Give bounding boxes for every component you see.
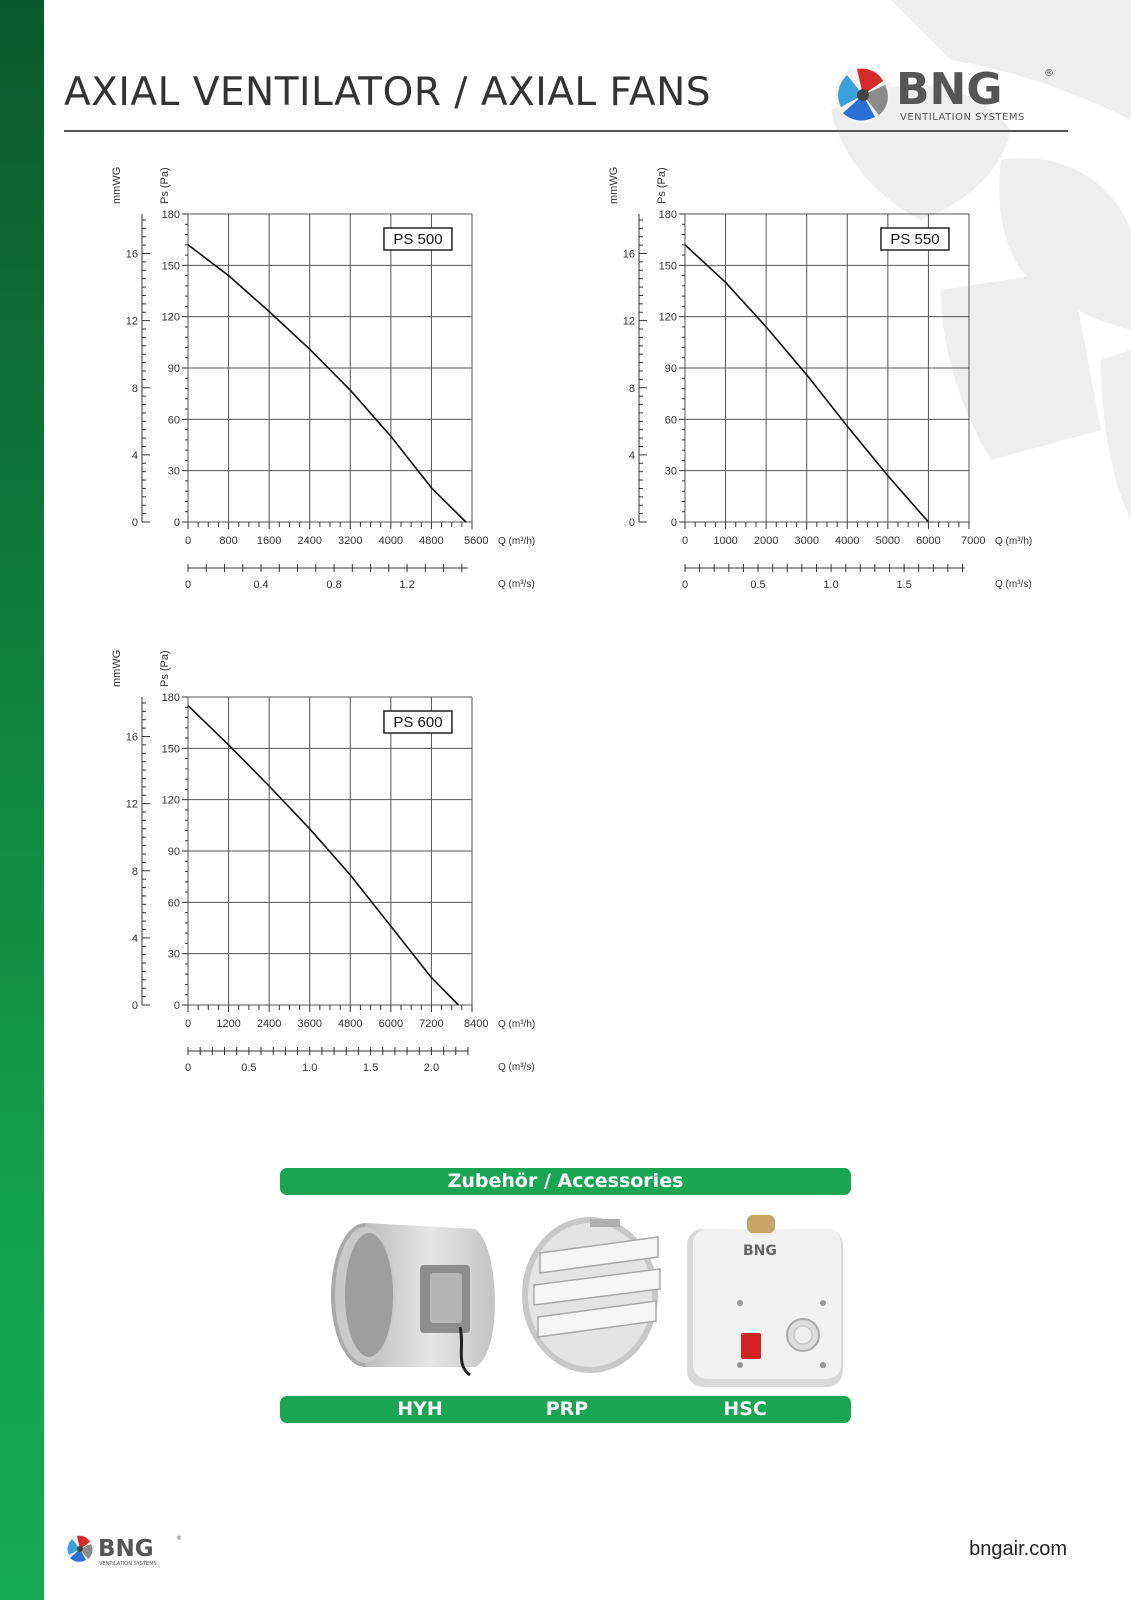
footer-registered-mark: ®	[176, 1535, 182, 1542]
x-tick-label-m3h: 0	[184, 1018, 192, 1030]
x-tick-label-m3h: 1200	[216, 1018, 241, 1030]
y-tick-label-mmwg: 0	[628, 517, 635, 529]
x-tick-label-m3h: 4800	[338, 1018, 363, 1030]
x-axis-title-m3h: Q (m³/h)	[498, 1019, 536, 1030]
x-tick-label-m3s: 1.0	[823, 579, 839, 591]
mmwg-axis-title: mmWG	[111, 649, 123, 687]
x-tick-label-m3s: 2.0	[423, 1062, 440, 1074]
y-tick-label-mmwg: 4	[628, 449, 635, 462]
x-axis-title-m3s: Q (m³/s)	[995, 579, 1032, 590]
mmwg-axis-title: mmWG	[608, 166, 620, 204]
y-tick-label-mmwg: 16	[125, 248, 138, 261]
side-color-bar	[0, 0, 44, 1600]
y-tick-label-mmwg: 4	[131, 932, 138, 945]
footer-brand-name: BNG	[98, 1536, 154, 1562]
x-tick-label-m3h: 8400	[464, 1018, 489, 1030]
x-tick-label-m3h: 2400	[297, 535, 322, 547]
y-tick-label-mmwg: 12	[622, 315, 635, 328]
performance-curve	[188, 245, 466, 522]
prp-shutter-image	[520, 1215, 670, 1380]
x-tick-label-m3s: 0	[184, 579, 192, 591]
fan-icon	[835, 67, 891, 123]
x-tick-label-m3h: 2000	[753, 535, 779, 547]
y-tick-label-pa: 120	[161, 311, 180, 324]
x-tick-label-m3h: 3000	[794, 535, 819, 547]
y-tick-label-pa: 0	[173, 1000, 180, 1012]
x-tick-label-m3h: 800	[219, 535, 238, 547]
model-label: PS 550	[890, 231, 940, 248]
y-tick-label-pa: 180	[161, 209, 180, 221]
y-tick-label-mmwg: 12	[125, 798, 138, 811]
model-label: PS 500	[393, 231, 443, 248]
x-tick-label-m3s: 1.5	[896, 579, 912, 591]
y-tick-label-mmwg: 0	[131, 1000, 138, 1012]
mmwg-axis-title: mmWG	[111, 166, 123, 204]
y-tick-label-pa: 90	[167, 846, 180, 858]
brand-tagline: VENTILATION SYSTEMS	[900, 112, 1025, 123]
y-tick-label-mmwg: 8	[131, 865, 138, 878]
x-tick-label-m3h: 4800	[419, 535, 444, 547]
x-tick-label-m3h: 4000	[835, 535, 860, 547]
y-tick-label-pa: 150	[161, 260, 180, 273]
y-tick-label-pa: 60	[167, 897, 180, 910]
accessories-labels-bar	[280, 1396, 851, 1423]
x-tick-label-m3h: 7200	[419, 1018, 444, 1030]
y-tick-label-pa: 120	[161, 794, 180, 807]
chart-ps600	[100, 643, 570, 1088]
pa-axis-title: Ps (Pa)	[656, 167, 668, 204]
x-axis-title-m3h: Q (m³/h)	[995, 536, 1033, 547]
x-tick-label-m3s: 1.2	[399, 579, 415, 591]
x-tick-label-m3h: 5600	[464, 535, 489, 547]
chart-ps600-svg	[100, 643, 570, 1083]
y-tick-label-pa: 0	[173, 517, 180, 529]
chart-ps550	[597, 160, 1067, 605]
bng-logo	[830, 64, 1060, 128]
chart-ps550-svg	[597, 160, 1067, 600]
y-tick-label-mmwg: 4	[131, 449, 138, 462]
x-axis-title-m3h: Q (m³/h)	[498, 536, 536, 547]
x-tick-label-m3s: 0	[184, 1062, 192, 1074]
title-divider	[64, 130, 1068, 132]
y-tick-label-mmwg: 0	[131, 517, 138, 529]
x-tick-label-m3h: 7000	[961, 535, 986, 547]
x-tick-label-m3s: 0	[681, 579, 689, 591]
pa-axis-title: Ps (Pa)	[159, 167, 171, 204]
accessories-header: Zubehör / Accessories	[280, 1168, 851, 1195]
x-tick-label-m3h: 2400	[256, 1018, 282, 1030]
y-tick-label-pa: 60	[664, 414, 677, 427]
y-tick-label-pa: 150	[161, 743, 180, 756]
x-tick-label-m3h: 1000	[713, 535, 738, 547]
y-tick-label-pa: 60	[167, 414, 180, 427]
y-tick-label-pa: 30	[167, 465, 180, 478]
chart-ps500-svg	[100, 160, 570, 600]
x-tick-label-m3h: 3600	[297, 1018, 322, 1030]
x-tick-label-m3s: 0.4	[253, 579, 269, 591]
y-tick-label-mmwg: 8	[131, 382, 138, 395]
website-url[interactable]: bngair.com	[969, 1538, 1067, 1560]
x-tick-label-m3h: 3200	[338, 535, 363, 547]
x-tick-label-m3h: 0	[184, 535, 192, 547]
brand-name: BNG	[896, 64, 1003, 115]
y-tick-label-pa: 180	[658, 209, 677, 221]
x-tick-label-m3s: 0.5	[750, 579, 766, 591]
hyh-damper-image	[325, 1215, 505, 1385]
y-tick-label-mmwg: 8	[628, 382, 635, 395]
pa-axis-title: Ps (Pa)	[159, 650, 171, 687]
model-label: PS 600	[393, 714, 443, 731]
y-tick-label-pa: 90	[664, 363, 677, 375]
footer-brand-tagline: VENTILATION SYSTEMS	[99, 1561, 157, 1567]
x-tick-label-m3h: 6000	[916, 535, 941, 547]
x-tick-label-m3h: 4000	[378, 535, 404, 547]
x-tick-label-m3h: 1600	[256, 535, 282, 547]
y-tick-label-pa: 150	[658, 260, 677, 273]
y-tick-label-mmwg: 16	[622, 248, 635, 261]
registered-mark: ®	[1044, 68, 1054, 79]
hsc-brand-label: BNG	[743, 1243, 777, 1259]
accessory-label-hsc: HSC	[723, 1398, 767, 1420]
x-tick-label-m3s: 0.8	[326, 579, 342, 591]
x-tick-label-m3s: 1.5	[362, 1062, 379, 1074]
y-tick-label-pa: 30	[167, 948, 180, 961]
accessory-label-prp: PRP	[545, 1398, 589, 1420]
y-tick-label-mmwg: 16	[125, 731, 138, 744]
y-tick-label-pa: 30	[664, 465, 677, 478]
y-tick-label-pa: 0	[670, 517, 677, 529]
x-tick-label-m3h: 5000	[875, 535, 901, 547]
y-tick-label-mmwg: 12	[125, 315, 138, 328]
page-title: AXIAL VENTILATOR / AXIAL FANS	[64, 70, 712, 115]
y-tick-label-pa: 180	[161, 692, 180, 704]
x-axis-title-m3s: Q (m³/s)	[498, 1062, 535, 1073]
x-tick-label-m3s: 1.0	[302, 1062, 318, 1074]
x-axis-title-m3s: Q (m³/s)	[498, 579, 535, 590]
footer-fan-icon	[66, 1535, 94, 1563]
y-tick-label-pa: 90	[167, 363, 180, 375]
x-tick-label-m3s: 0.5	[241, 1062, 257, 1074]
accessory-label-hyh: HYH	[397, 1398, 443, 1420]
y-tick-label-pa: 120	[658, 311, 677, 324]
hsc-speed-controller-image	[683, 1215, 848, 1390]
footer-logo	[64, 1532, 184, 1568]
x-tick-label-m3h: 0	[681, 535, 689, 547]
chart-ps500	[100, 160, 570, 605]
x-tick-label-m3h: 6000	[378, 1018, 404, 1030]
